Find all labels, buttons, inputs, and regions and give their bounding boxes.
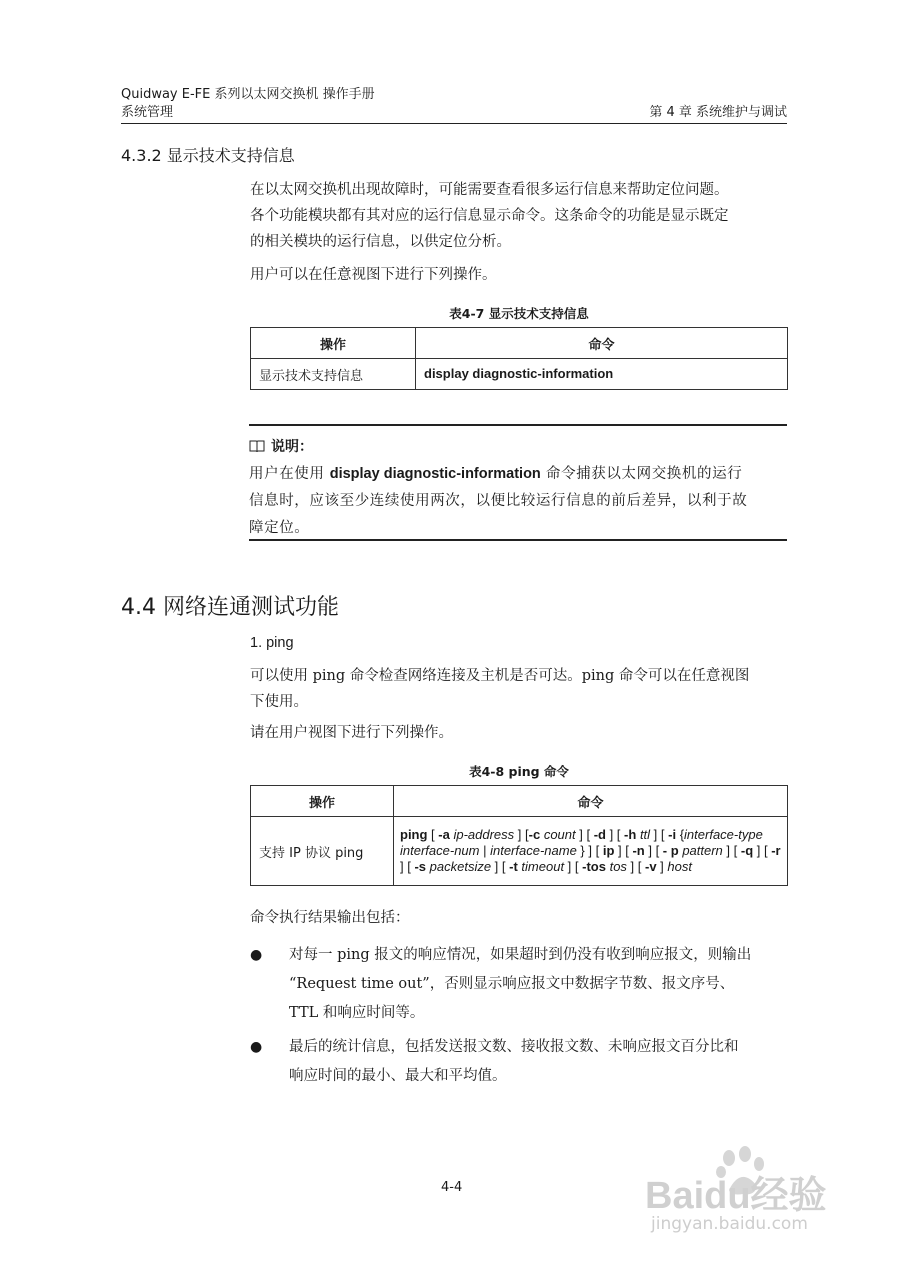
- section-4-3-2-instruction: 用户可以在任意视图下进行下列操作。: [250, 267, 497, 283]
- paragraph-line: 在以太网交换机出现故障时，可能需要查看很多运行信息来帮助定位问题。: [250, 182, 729, 198]
- book-icon: [249, 440, 265, 457]
- list-item: ● 对每一 ping 报文的响应情况，如果超时到仍没有收到响应报文，则输出 “Request time out”，否则显示响应报文中数据字节数、报文序号、 TTL 和响应时间等。: [250, 941, 790, 1028]
- watermark-url: jingyan.baidu.com: [651, 1214, 808, 1234]
- paragraph-line: 的相关模块的运行信息，以供定位分析。: [250, 234, 511, 250]
- paragraph-line: 可以使用 ping 命令检查网络连接及主机是否可达。ping 命令可以在任意视图: [250, 668, 750, 684]
- table-row: [251, 359, 788, 390]
- header-chapter: 第 4 章 系统维护与调试: [649, 105, 787, 120]
- paragraph-line: 各个功能模块都有其对应的运行信息显示命令。这条命令的功能是显示既定: [250, 208, 729, 224]
- page-number: 4-4: [441, 1180, 463, 1195]
- table-header-row: [251, 328, 788, 359]
- note-label: 说明：: [271, 439, 313, 455]
- table-cell-operation: 支持 IP 协议 ping: [251, 817, 394, 886]
- subsection-ping-heading: 1. ping: [250, 635, 294, 651]
- note-command: display diagnostic-information: [329, 466, 541, 482]
- note-line: 用户在使用 display diagnostic-information 命令捕获以太网交换机的运行: [249, 466, 743, 482]
- result-intro: 命令执行结果输出包括：: [250, 910, 410, 926]
- list-item: ● 最后的统计信息，包括发送报文数、接收报文数、未响应报文百分比和 响应时间的最小、最大和平均值。: [250, 1033, 790, 1091]
- section-4-3-2-paragraph: [250, 177, 790, 255]
- table-row: [251, 817, 788, 886]
- header-section: 系统管理: [121, 105, 174, 120]
- section-4-3-2-title: 4.3.2 显示技术支持信息: [121, 146, 295, 165]
- table-4-8-caption: 表4-8 ping 命令: [469, 764, 569, 779]
- watermark-brand: Baidu经验: [645, 1175, 827, 1217]
- bullet-icon: ●: [250, 1039, 263, 1055]
- section-4-4-instruction: 请在用户视图下进行下列操作。: [250, 725, 453, 741]
- note-line: 信息时，应该至少连续使用两次，以便比较运行信息的前后差异，以利于故: [249, 493, 748, 509]
- command-text: display diagnostic-information: [424, 366, 614, 381]
- table-header-operation: 操作: [251, 786, 394, 817]
- table-header-command: 命令: [416, 328, 788, 359]
- header-doc-title: Quidway E-FE 系列以太网交换机 操作手册: [121, 87, 375, 102]
- note-body: [249, 461, 789, 542]
- result-bullet-list: [250, 941, 790, 1096]
- table-header-command: 命令: [394, 786, 788, 817]
- table-cell-command: [416, 359, 788, 390]
- table-4-7: [250, 327, 788, 390]
- note-box: [249, 424, 787, 541]
- table-4-7-caption: 表4-7 显示技术支持信息: [449, 306, 589, 321]
- table-4-8: [250, 785, 788, 886]
- table-header-row: [251, 786, 788, 817]
- table-cell-operation: 显示技术支持信息: [251, 359, 416, 390]
- section-4-4-paragraph: [250, 663, 790, 715]
- header-divider: [121, 123, 787, 124]
- note-header: [249, 436, 313, 457]
- ping-command-syntax: ping [ -a ip-address ] [-c count ] [ -d ] [ -h ttl ] [ -i {interface-type interface-num | interface-name } ] [ ip ] [ -n ] [ - p pattern ] [ -q ] [ -r ] [ -s packetsize ] [ -t timeout ] [ -tos tos ] [ -v ] host: [394, 817, 788, 886]
- bullet-icon: ●: [250, 947, 263, 963]
- table-header-operation: 操作: [251, 328, 416, 359]
- section-4-4-title: 4.4 网络连通测试功能: [121, 595, 339, 620]
- note-line: 障定位。: [249, 520, 310, 536]
- paragraph-line: 下使用。: [250, 694, 308, 710]
